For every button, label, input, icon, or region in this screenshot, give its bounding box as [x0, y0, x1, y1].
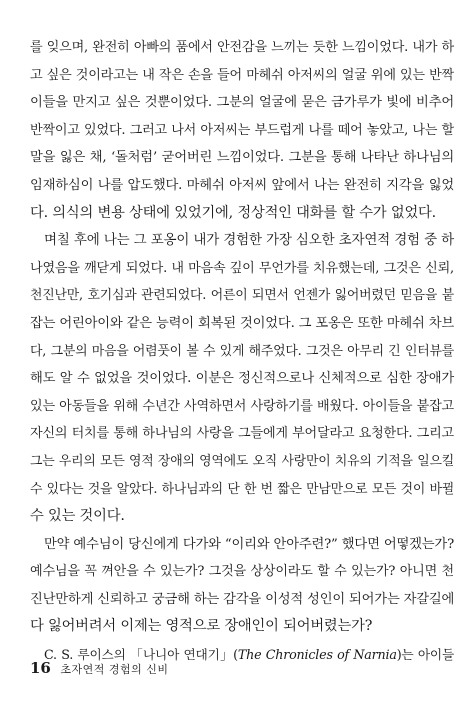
running-title: 초자연적 경험의 신비 [60, 663, 169, 676]
text-line: 만약 예수님이 당신에게 다가와 “이리와 안아주련?” 했다면 어떻겠는가? [44, 536, 454, 552]
text-line: 고 싶은 것이라고는 내 작은 손을 들어 마헤쉬 아저씨의 얼굴 위에 있는 반짝 [30, 67, 454, 83]
text-line: 이들을 만지고 싶은 것뿐이었다. 그분의 얼굴에 묻은 금가루가 빛에 비추어 [30, 95, 454, 111]
body-text [30, 34, 454, 669]
text-segment: C. S. 루이스의 「나니아 연대기」( [44, 647, 238, 663]
text-segment: )는 아이들 [396, 647, 454, 663]
text-line: 천진난만, 호기심과 관련되었다. 어른이 되면서 언젠가 잃어버렸던 믿음을 붙 [30, 288, 454, 304]
text-line: 다 잃어버려서 이제는 영적으로 장애인이 되어버렸는가? [30, 618, 373, 635]
text-line: 다, 그분의 마음을 어렴풋이 볼 수 있게 해주었다. 그것은 아무리 긴 인터뷰를 [30, 343, 454, 359]
book-title-italic: The Chronicles of Narnia [237, 647, 397, 663]
text-line: 진난만하게 신뢰하고 궁금해 하는 감각을 이성적 성인이 되어가는 자갈길에 [30, 591, 455, 607]
page-footer [30, 660, 169, 678]
text-line: 를 잊으며, 완전히 아빠의 품에서 안전감을 느끼는 듯한 느낌이었다. 내가 하 [30, 40, 454, 55]
text-line: 그는 우리의 모든 영적 장애의 영역에도 오직 사랑만이 치유의 기적을 일으킬 [30, 453, 454, 469]
text-line: 자신의 터치를 통해 하나님의 사랑을 그들에게 부어달라고 요청한다. 그리고 [30, 426, 454, 442]
text-line: 수 있는 것이다. [30, 508, 125, 525]
text-line: 잡는 어린아이와 같은 능력이 회복된 것이었다. 그 포옹은 또한 마헤쉬 차브 [30, 315, 454, 331]
text-line: 예수님을 꼭 껴안을 수 있는가? 그것을 상상이라도 할 수 있는가? 아니면 천 [30, 564, 454, 580]
page-number: 16 [30, 659, 51, 677]
text-line: 반짝이고 있었다. 그러고 나서 아저씨는 부드럽게 나를 떼어 놓았고, 나는 할 [30, 122, 454, 138]
text-line: 있는 아동들을 위해 수년간 사역하면서 사랑하기를 배웠다. 아이들을 붙잡고 [30, 398, 454, 414]
text-line: 해도 알 수 없었을 것이었다. 이분은 정신적으로나 신체적으로 심한 장애가 [30, 371, 454, 387]
text-line: 임재하심이 나를 압도했다. 마헤쉬 아저씨 앞에서 나는 완전히 지각을 잃었 [30, 177, 454, 193]
text-line: 나였음을 깨닫게 되었다. 내 마음속 깊이 무언가를 치유했는데, 그것은 신뢰, [30, 260, 454, 276]
text-line: 말을 잃은 채, ‘돌처럼’ 굳어버린 느낌이었다. 그분을 통해 나타난 하나님의 [30, 150, 454, 166]
text-line: 수 있다는 것을 알았다. 하나님과의 단 한 번 짧은 만남만으로 모든 것이 바뀔 [30, 481, 454, 497]
text-line: 다. 의식의 변용 상태에 있었기에, 정상적인 대화를 할 수가 없었다. [30, 204, 437, 221]
text-line: 며칠 후에 나는 그 포옹이 내가 경험한 가장 심오한 초자연적 경험 중 하 [44, 232, 454, 249]
